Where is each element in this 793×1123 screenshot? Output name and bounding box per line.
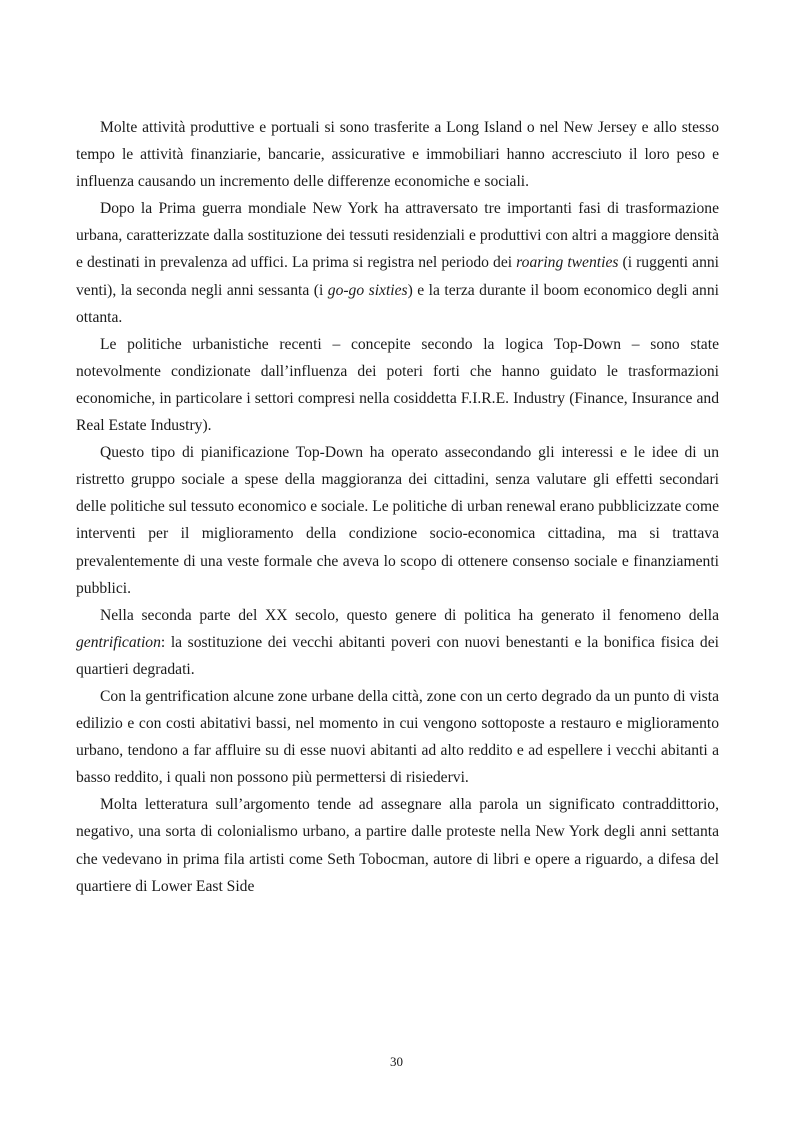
text-run: Molte attività produttive e portuali si sono trasferite a Long Island o nel New Jersey e allo stesso tempo le attività finanziarie, bancarie, assicurative e immobiliari hanno accresciuto il loro peso e influenza causando un incremento delle differenze economiche e sociali. [76, 119, 719, 191]
text-run: Le politiche urbanistiche recenti – concepite secondo la logica Top-Down – sono state notevolmente condizionate dall’influenza dei poteri forti che hanno guidato le trasformazioni economiche, in particolare i settori compresi nella cosiddetta F.I.R.E. Industry (Finance, Insurance and Real Estate Industry). [76, 335, 719, 435]
text-run: Nella seconda parte del XX secolo, questo genere di politica ha generato il fenomeno della [100, 606, 719, 624]
text-run: : la sostituzione dei vecchi abitanti poveri con nuovi benestanti e la bonifica fisica dei quartieri degradati. [76, 633, 719, 678]
paragraph [76, 683, 719, 791]
text-run: (i ruggenti anni venti), la seconda negli anni sessanta (i [76, 254, 719, 299]
paragraph [76, 195, 719, 330]
paragraph [76, 602, 719, 683]
paragraph [76, 791, 719, 899]
text-run: Con la gentrification alcune zone urbane della città, zone con un certo degrado da un punto di vista edilizio e con costi abitativi bassi, nel momento in cui vengono sottoposte a restauro e miglioramento urbano, tendono a far affluire su di esse nuovi abitanti ad alto reddito e ad espellere i vecchi abitanti a basso reddito, i quali non possono più permettersi di risiedervi. [76, 687, 719, 787]
paragraph [76, 439, 719, 602]
text-run: ) e la terza durante il boom economico degli anni ottanta. [76, 281, 719, 326]
text-run: Dopo la Prima guerra mondiale New York ha attraversato tre importanti fasi di trasformazione urbana, caratterizzate dalla sostituzione dei tessuti residenziali e produttivi con altri a maggiore densità e destinati in prevalenza ad uffici. La prima si registra nel periodo dei [76, 200, 719, 272]
italic-term: roaring twenties [516, 254, 619, 272]
text-run: Molta letteratura sull’argomento tende ad assegnare alla parola un significato contraddittorio, negativo, una sorta di colonialismo urbano, a partire dalle proteste nella New York degli anni settanta che vedevano in prima fila artisti come Seth Tobocman, autore di libri e opere a riguardo, a difesa del quartiere di Lower East Side [76, 796, 719, 895]
text-run: Questo tipo di pianificazione Top-Down ha operato assecondando gli interessi e le idee di un ristretto gruppo sociale a spese della maggioranza dei cittadini, senza valutare gli effetti secondari delle politiche sul tessuto economico e sociale. Le politiche di urban renewal erano pubblicizzate come interventi per il miglioramento della condizione socio-economica cittadina, ma si trattava prevalentemente di una veste formale che aveva lo scopo di ottenere consenso sociale e finanziamenti pubblici. [76, 444, 719, 597]
page-number: 30 [390, 1054, 403, 1069]
italic-term: go-go sixties [327, 281, 408, 299]
paragraph [76, 114, 719, 195]
paragraph [76, 331, 719, 439]
italic-term: gentrification [76, 633, 161, 651]
body-text [76, 114, 719, 900]
